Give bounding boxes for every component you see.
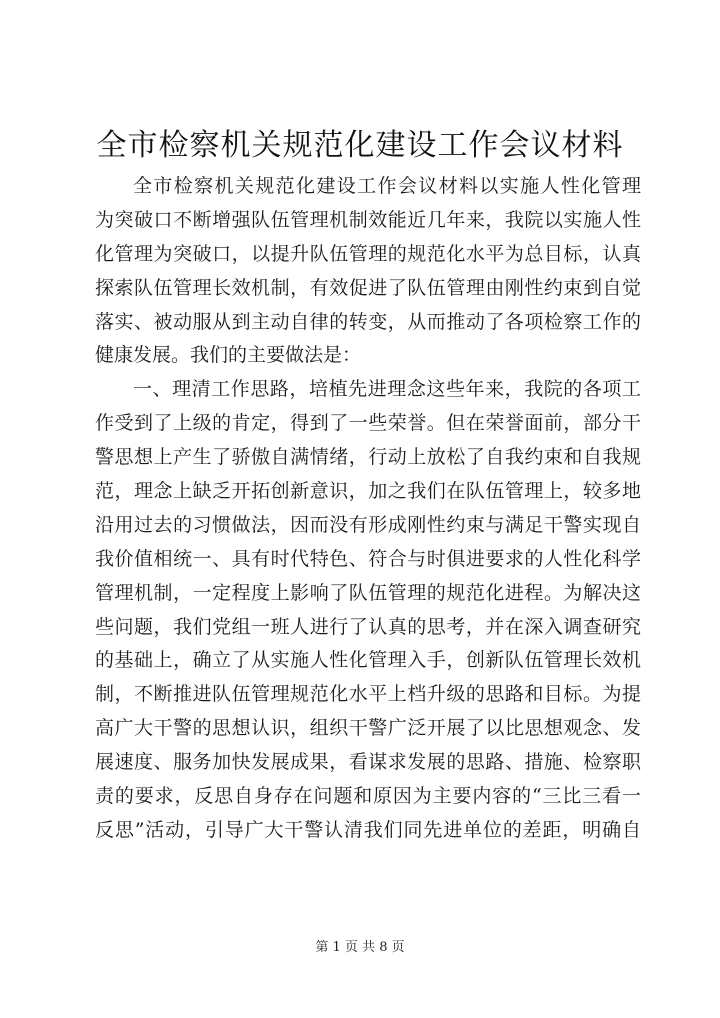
paragraph-line: 化管理为突破口，以提升队伍管理的规范化水平为总目标，认真 [95, 242, 641, 265]
page-number-footer: 第 1 页 共 8 页 [315, 940, 405, 955]
paragraph-line: 警思想上产生了骄傲自满情绪，行动上放松了自我约束和自我规 [95, 446, 641, 469]
paragraph-line: 管理机制，一定程度上影响了队伍管理的规范化进程。为解决这 [95, 581, 641, 604]
paragraph-line: 沿用过去的习惯做法，因而没有形成刚性约束与满足干警实现自 [95, 513, 641, 536]
paragraph-line: 些问题，我们党组一班人进行了认真的思考，并在深入调查研究 [95, 615, 641, 638]
paragraph-line: 为突破口不断增强队伍管理机制效能近几年来，我院以实施人性 [95, 208, 641, 231]
paragraph-line: 我价值相统一、具有时代特色、符合与时俱进要求的人性化科学 [95, 547, 641, 570]
paragraph-line: 制，不断推进队伍管理规范化水平上档升级的思路和目标。为提 [95, 683, 641, 706]
paragraph-line: 作受到了上级的肯定，得到了一些荣誉。但在荣誉面前，部分干 [95, 412, 641, 435]
paragraph-line: 范，理念上缺乏开拓创新意识，加之我们在队伍管理上，较多地 [95, 480, 641, 503]
document-body [95, 170, 641, 848]
paragraph-line: 的基础上，确立了从实施人性化管理入手，创新队伍管理长效机 [95, 649, 641, 672]
paragraph-line: 全市检察机关规范化建设工作会议材料以实施人性化管理 [133, 175, 641, 197]
paragraph-line: 一、理清工作思路，培植先进理念这些年来，我院的各项工 [133, 378, 641, 401]
paragraph-line: 探索队伍管理长效机制，有效促进了队伍管理由刚性约束到自觉 [95, 276, 641, 299]
paragraph-line: 高广大干警的思想认识，组织干警广泛开展了以比思想观念、发 [95, 717, 641, 740]
paragraph-line: 健康发展。我们的主要做法是： [95, 344, 362, 367]
document-title: 全市检察机关规范化建设工作会议材料 [96, 128, 624, 163]
paragraph-line: 反思”活动，引导广大干警认清我们同先进单位的差距，明确自 [95, 818, 641, 841]
paragraph-line: 展速度、服务加快发展成果，看谋求发展的思路、措施、检察职 [95, 751, 641, 774]
paragraph-line: 落实、被动服从到主动自律的转变，从而推动了各项检察工作的 [95, 310, 641, 333]
paragraph-line: 责的要求，反思自身存在问题和原因为主要内容的“三比三看一 [95, 785, 641, 808]
